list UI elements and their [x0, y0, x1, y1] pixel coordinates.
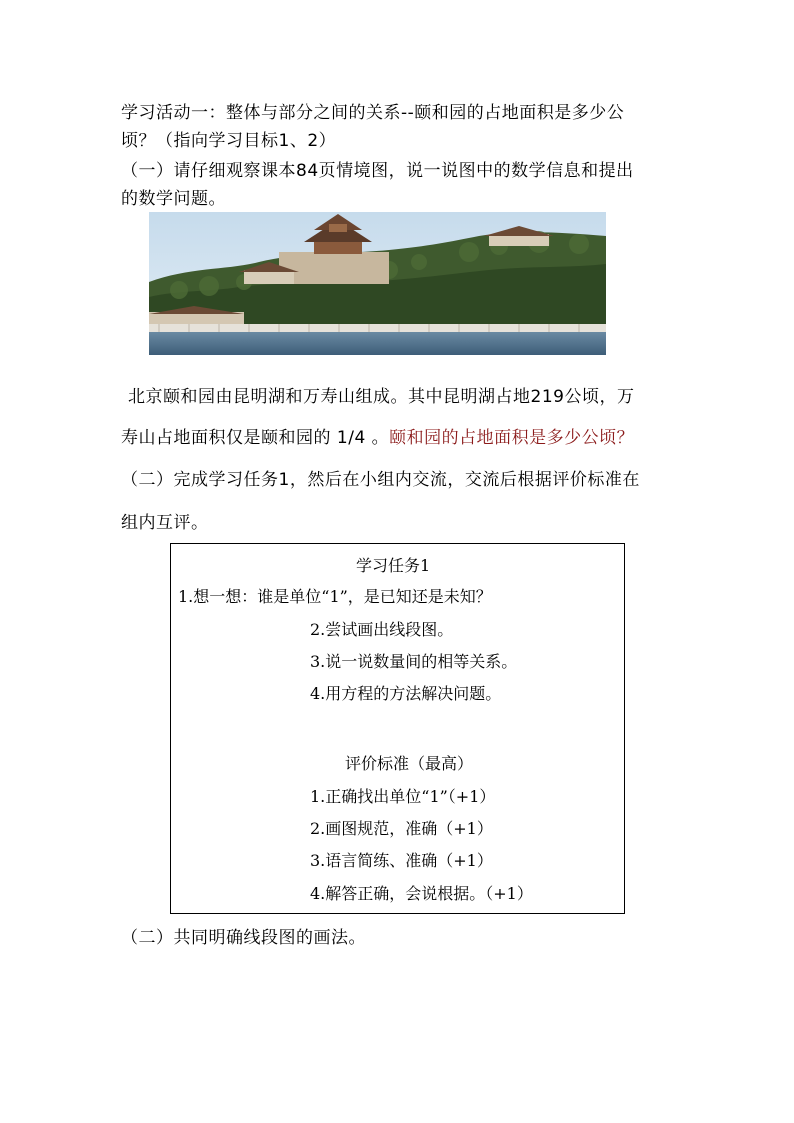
step1-line2: 的数学问题。 — [121, 189, 226, 209]
criteria-item-2: 2.画图规范，准确（+1） — [310, 819, 493, 838]
criteria-title: 评价标准（最高） — [345, 754, 474, 773]
summer-palace-photo — [149, 212, 606, 355]
step2-line1: （二）完成学习任务1，然后在小组内交流，交流后根据评价标准在 — [121, 470, 640, 490]
problem-line1: 北京颐和园由昆明湖和万寿山组成。其中昆明湖占地219公顷，万 — [128, 387, 635, 407]
problem-statement: 寿山占地面积仅是颐和园的 1/4 。 — [121, 428, 390, 448]
learning-task-box — [170, 543, 625, 914]
step1-line1: （一）请仔细观察课本84页情境图，说一说图中的数学信息和提出 — [121, 161, 634, 181]
criteria-item-1: 1.正确找出单位“1”（+1） — [310, 787, 496, 806]
activity-title-line1: 学习活动一：整体与部分之间的关系--颐和园的占地面积是多少公 — [121, 103, 625, 123]
task-item-4: 4.用方程的方法解决问题。 — [310, 684, 502, 703]
activity-title-line2: 顷？（指向学习目标1、2） — [121, 131, 337, 151]
task-title: 学习任务1 — [356, 556, 431, 575]
criteria-item-4: 4.解答正确，会说根据。（+1） — [310, 884, 533, 903]
problem-line2 — [121, 428, 634, 448]
step2-line2: 组内互评。 — [121, 513, 209, 533]
task-item-2: 2.尝试画出线段图。 — [310, 620, 454, 639]
criteria-item-3: 3.语言简练、准确（+1） — [310, 851, 493, 870]
task-item-1: 1.想一想：谁是单位“1”，是已知还是未知？ — [178, 587, 492, 606]
step3-line1: （二）共同明确线段图的画法。 — [121, 928, 366, 948]
problem-question: 颐和园的占地面积是多少公顷？ — [389, 428, 635, 448]
task-item-3: 3.说一说数量间的相等关系。 — [310, 652, 518, 671]
